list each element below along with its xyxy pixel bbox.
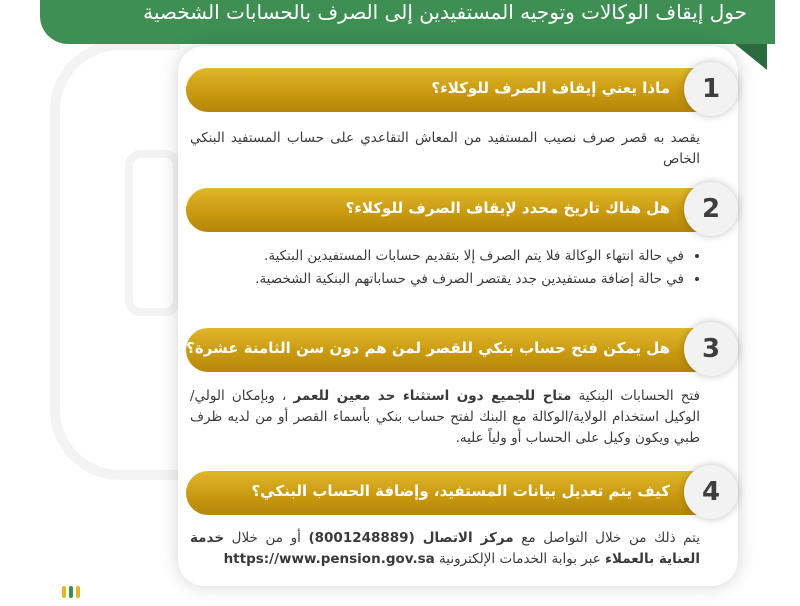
question-number-1: 1 [684, 62, 738, 116]
answer-text-4 [190, 528, 700, 570]
question-bar-3 [186, 328, 734, 372]
answer-3-part2: ، وبإمكان الولي/الوكيل استخدام الولاية/الوكالة مع البنك لفتح حساب بنكي بأسماء القصر أو من لديه ظرف طبي ويكون وكيل على الحساب أو ولياً عليه. [190, 388, 700, 446]
answer-4 [190, 528, 700, 570]
header-banner [40, 0, 775, 44]
list-item: • في حالة إضافة مستفيدين جدد يقتصر الصرف في حساباتهم البنكية الشخصية. [190, 269, 684, 290]
answer-4-part3: عبر بوابة الخدمات الإلكترونية [434, 551, 606, 567]
question-bar-4 [186, 471, 734, 515]
question-number-3: 3 [684, 322, 738, 376]
contact-center-number: مركز الاتصال (8001248889) [308, 530, 514, 546]
list-item: • في حالة انتهاء الوكالة فلا يتم الصرف إلا بتقديم حسابات المستفيدين البنكية. [190, 246, 684, 267]
answer-3-bold: متاح للجميع دون استثناء حد معين للعمر [293, 388, 572, 404]
answer-text-1: يقصد به قصر صرف نصيب المستفيد من المعاش التقاعدي على حساب المستفيد البنكي الخاص [190, 130, 700, 167]
question-title-2: هل هناك تاريخ محدد لإيقاف الصرف للوكلاء؟ [345, 199, 670, 217]
answer-4-part2: أو من خلال [224, 530, 309, 546]
question-title-3: هل يمكن فتح حساب بنكي للقصر لمن هم دون سن الثامنة عشرة؟ [186, 339, 670, 357]
question-number-4: 4 [684, 465, 738, 519]
answer-2 [190, 246, 700, 292]
answer-4-part1: يتم ذلك من خلال التواصل مع [513, 530, 700, 546]
logo-icon [62, 586, 92, 606]
customer-care-service: خدمة العناية بالعملاء [190, 530, 700, 567]
question-bar-1 [186, 68, 734, 112]
question-bar-2 [186, 188, 734, 232]
header-fold-decoration [735, 44, 767, 70]
answer-text-3 [190, 386, 700, 449]
question-title-4: كيف يتم تعديل بيانات المستفيد، وإضافة الحساب البنكي؟ [251, 482, 670, 500]
answer-1 [190, 128, 700, 170]
answer-3 [190, 386, 700, 449]
answer-bullet-list-2 [190, 246, 700, 290]
page-title: حول إيقاف الوكالات وتوجيه المستفيدين إلى الصرف بالحسابات الشخصية [143, 0, 747, 24]
background-rect-decoration [125, 150, 181, 316]
pension-portal-link[interactable]: https://www.pension.gov.sa [223, 551, 435, 567]
question-title-1: ماذا يعني إيقاف الصرف للوكلاء؟ [431, 79, 670, 97]
answer-3-part1: فتح الحسابات البنكية [571, 388, 700, 404]
question-number-2: 2 [684, 182, 738, 236]
